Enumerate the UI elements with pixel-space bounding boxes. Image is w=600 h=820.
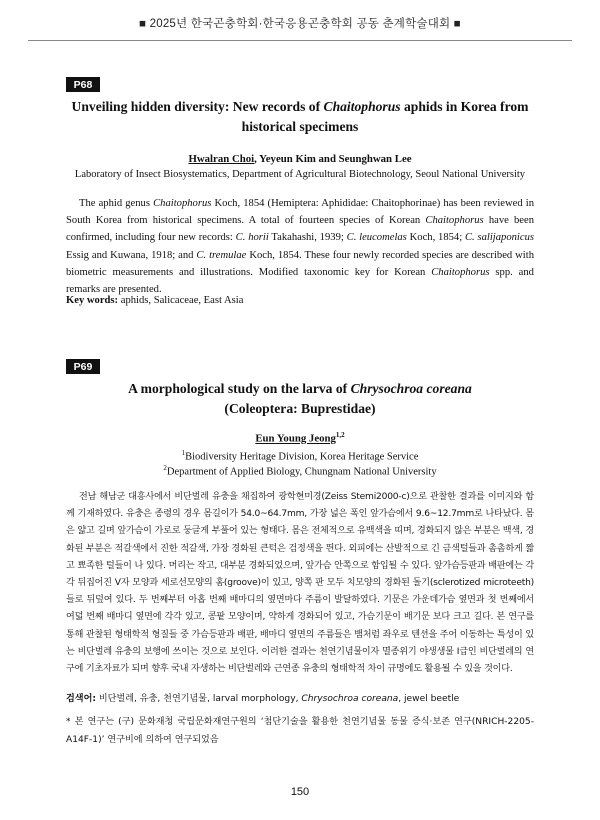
p68-authors	[66, 153, 534, 165]
p68-keywords-label: Key words:	[66, 295, 119, 306]
p68-abs-taxon: Chaitophorus	[425, 215, 484, 227]
p68-abs-text: The aphid genus	[79, 198, 154, 209]
p69-author: Eun Young Jeong	[255, 432, 336, 445]
p69-affiliation-2	[66, 461, 534, 480]
p69-affil2-sup: 2	[163, 464, 167, 472]
p68-abs-taxon: Chaitophorus	[431, 266, 490, 278]
p69-keywords-label: 검색어:	[66, 694, 96, 704]
p68-abs-taxon: C. leucomelas	[346, 232, 407, 244]
p68-abs-text: Essig and Kuwana, 1918; and	[66, 249, 197, 261]
p68-badge: P68	[66, 77, 100, 92]
p68-abs-text: spp. and remarks are presented.	[66, 266, 534, 296]
p68-abs-text: Takahashi, 1939;	[268, 232, 347, 244]
conference-header: ■ 2025년 한국곤충학회·한국응용곤충학회 공동 춘계학술대회 ■	[139, 18, 461, 30]
p68-coauthors: , Yeyeun Kim and Seunghwan Lee	[254, 153, 412, 165]
p69-keywords-list: 비단벌레, 유충, 천연기념물, larval morphology,	[96, 694, 302, 704]
p68-title-post: aphids in Korea from historical specimens	[241, 99, 529, 134]
p68-title	[66, 97, 534, 137]
p68-abs-text: Koch, 1854 (Hemiptera: Aphididae: Chaitophorinae) has been reviewed in South Korea from historical specimens. A total of fourteen species of Korean	[66, 198, 534, 227]
p69-title-species: Chrysochroa coreana	[350, 381, 472, 396]
p69-abstract: 전남 해남군 대흥사에서 비단벌레 유충을 채집하여 광학현미경(Zeiss Stemi2000-c)으로 관찰한 결과를 이미지와 함께 기재하였다. 유충은 종령의 경우 몸길이가 54.0~64.7mm, 가장 넓은 폭인 앞가슴에서 9.6~12.7mm로 나타났다. 몸은 얇고 길며 앞가슴이 가로로 둥글게 부풀어 있는 형태다. 몸은 전체적으로 유백색을 띠며, 경화되지 않은 부분은 백색, 경화된 부분은 적갈색에서 진한 적갈색, 가장 경화된 큰턱은 검정색을 띈다. 외피에는 산발적으로 긴 금색털들과 촘촘하게 짧고 뾰족한 털들이 나 있다. 머리는 작고, 대부분 경화되었으며, 앞가슴 안쪽으로 함입될 수 있다. 앞가슴등판과 배판에는 각각 뒤집어진 V자 모양과 세로선모양의 홈(groove)이 있고, 양쪽 판 모두 치모양의 경화된 돌기(sclerotized microteeth)들로 뒤덮여 있다. 두 번째부터 아홉 번째 배마디의 옆면마다 주름이 발달하였다. 기문은 가운데가슴 옆면과 첫 번째에서 여덟 번째 배마디 옆면에 각각 있고, 콩팥 모양이며, 약하게 경화되어 있고, 가슴기문이 배기문 보다 크고 길다. 본 연구를 통해 관찰된 형태학적 형질들 중 가슴등판과 배판, 배마디 옆면의 주름들은 뱀처럼 좌우로 텐션을 주어 이동하는 특성이 있는 비단벌레 유충의 보행에 쓰이는 것으로 보인다. 이러한 결과는 천연기념물이자 멸종위기 야생생물 I급인 비단벌레의 연구에 기초자료가 되며 향후 국내 자생하는 비단벌레와 근연종 유충의 형태학적 차이 규명에도 활용될 수 있을 것이다.	[66, 492, 534, 675]
p68-presenting-author: Hwalran Choi	[188, 153, 255, 165]
p68-title-pre: Unveiling hidden diversity: New records of	[71, 99, 324, 114]
p68-keywords-list: aphids, Salicaceae, East Asia	[118, 295, 244, 306]
p69-authors	[66, 431, 534, 445]
p69-affil2-text: Department of Applied Biology, Chungnam National University	[166, 466, 437, 478]
p68-abs-taxon: C. horii	[235, 232, 269, 244]
p69-affil1-text: Biodiversity Heritage Division, Korea Heritage Service	[185, 451, 419, 463]
p69-title	[66, 379, 534, 419]
p68-abs-taxon: C. salijaponicus	[464, 232, 534, 244]
p68-affiliation: Laboratory of Insect Biosystematics, Department of Agricultural Biotechnology, Seoul National University	[74, 169, 526, 180]
header-rule	[28, 40, 572, 41]
p69-keywords-tail: , jewel beetle	[398, 694, 460, 704]
p68-abs-text: have been confirmed, including four new records:	[66, 215, 534, 244]
page-number: 150	[290, 786, 310, 798]
p68-abstract	[66, 195, 534, 298]
p68-abs-taxon: C. tremulae	[196, 249, 247, 261]
p69-badge: P69	[66, 359, 100, 374]
p68-abs-taxon: Chaitophorus	[153, 198, 212, 209]
p68-abs-text: Koch, 1854. These four newly recorded species are described with biometric measurements and illustrations. Modified taxonomic key for Korean	[66, 249, 534, 278]
p68-title-genus: Chaitophorus	[323, 99, 401, 114]
p69-title-pre: A morphological study on the larva of	[128, 381, 351, 396]
p69-author-sup: 1,2	[335, 431, 345, 439]
p68-abs-text: Koch, 1854;	[406, 232, 465, 244]
p69-funding-note: * 본 연구는 (구) 문화재청 국립문화재연구원의 ‘첨단기술을 활용한 천연기념물 동물 증식·보존 연구(NRICH-2205-A14F-1)’ 연구비에 의하여 연구되었음	[66, 717, 534, 745]
p69-title-line2: (Coleoptera: Buprestidae)	[224, 401, 376, 416]
p69-affil1-sup: 1	[181, 449, 186, 457]
p68-keywords	[66, 293, 534, 309]
p69-keywords	[66, 691, 534, 707]
p69-keywords-species: Chrysochroa coreana	[301, 694, 399, 704]
